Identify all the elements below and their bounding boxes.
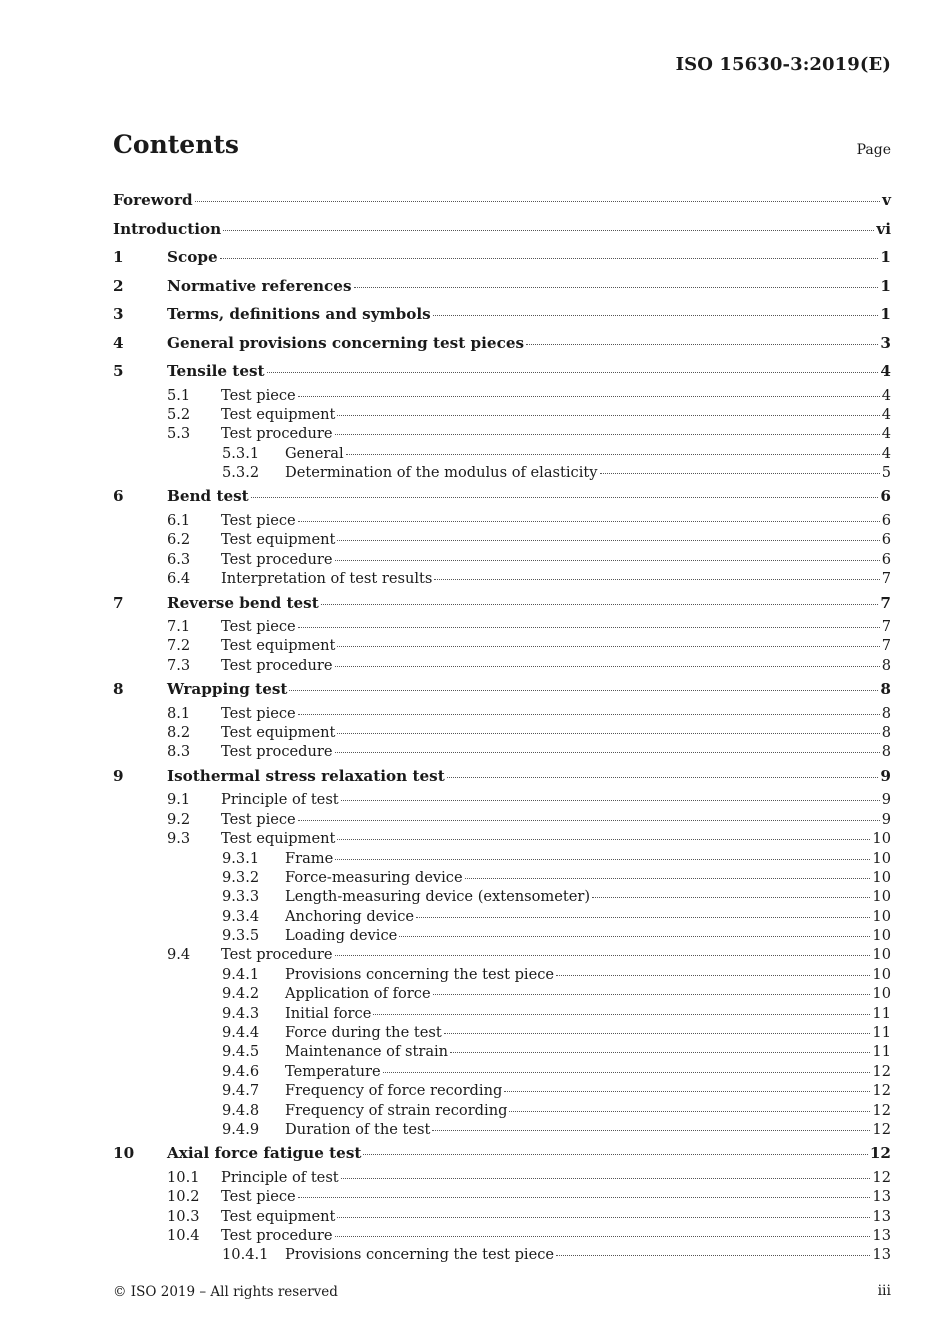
toc-entry[interactable]: [113, 511, 891, 530]
toc-entry[interactable]: [113, 656, 891, 675]
copyright-notice: © ISO 2019 – All rights reserved: [113, 1284, 338, 1300]
toc-entry-title: Test equipment: [221, 531, 336, 549]
dot-leader: [267, 372, 879, 373]
page-title: Contents: [113, 130, 240, 159]
dot-leader: [337, 646, 879, 647]
toc-entry-page: 12: [872, 1168, 891, 1186]
toc-entry-title: Principle of test: [221, 1168, 339, 1186]
dot-leader: [450, 1052, 870, 1053]
toc-entry-title: Maintenance of strain: [285, 1043, 449, 1061]
toc-entry-number: 10: [113, 1144, 135, 1163]
toc-entry[interactable]: [113, 550, 891, 569]
toc-entry-page: 4: [881, 425, 891, 443]
toc-entry-number: 9.4.1: [222, 965, 260, 983]
toc-entry-number: 5.3.2: [222, 464, 260, 482]
toc-entry-number: 9.3.2: [222, 868, 260, 886]
dot-leader: [335, 1236, 871, 1237]
toc-entry-page: 1: [880, 248, 891, 266]
toc-entry-page: 3: [880, 333, 891, 352]
toc-entry-page: 9: [881, 810, 891, 828]
toc-entry-title: Frequency of strain recording: [285, 1101, 508, 1119]
toc-entry-number: 9.4.6: [222, 1062, 260, 1080]
toc-entry-number: 1: [113, 248, 124, 266]
toc-entry-number: 3: [113, 305, 124, 323]
dot-leader: [298, 396, 880, 397]
dot-leader: [433, 994, 871, 995]
toc-entry-number: 9.4.9: [222, 1121, 260, 1138]
toc-entry-page: 4: [880, 362, 891, 380]
toc-entry-number: 7.3: [167, 656, 191, 674]
dot-leader: [298, 627, 880, 628]
toc-entry-page: 10: [872, 946, 891, 964]
toc-entry-page: 7: [881, 618, 891, 636]
toc-entry-page: 10: [872, 985, 891, 1003]
toc-entry-title: Provisions concerning the test piece: [285, 1246, 555, 1264]
toc-entry-number: 8.1: [167, 704, 191, 722]
toc-entry-title: Test equipment: [221, 405, 336, 423]
toc-entry-page: 7: [881, 637, 891, 655]
toc-entry[interactable]: [113, 1139, 891, 1168]
toc-entry-title: Test equipment: [221, 637, 336, 655]
toc-entry-title: Test equipment: [221, 724, 336, 742]
toc-entry[interactable]: [113, 357, 891, 386]
toc-entry-title: Force during the test: [285, 1024, 442, 1042]
toc-entry-number: 8.2: [167, 724, 191, 742]
document-id: ISO 15630-3:2019(E): [675, 54, 891, 75]
toc-entry[interactable]: [113, 424, 891, 443]
toc-entry-page: 8: [881, 743, 891, 761]
toc-entry-page: 10: [872, 849, 891, 867]
toc-entry-page: 10: [872, 888, 891, 906]
dot-leader: [509, 1111, 870, 1112]
toc-entry-page: 10: [872, 868, 891, 886]
toc-entry-title: Isothermal stress relaxation test: [167, 766, 445, 785]
toc-entry[interactable]: [113, 300, 891, 329]
toc-entry-title: Principle of test: [221, 791, 339, 809]
toc-entry-number: 6.3: [167, 550, 191, 568]
toc-entry-page: 13: [872, 1207, 891, 1225]
toc-entry-title: Force-measuring device: [285, 868, 463, 886]
dot-leader: [335, 560, 880, 561]
toc-entry[interactable]: [113, 636, 891, 655]
dot-leader: [298, 714, 880, 715]
toc-entry-number: 10.3: [167, 1207, 200, 1225]
toc-entry[interactable]: [113, 589, 891, 618]
dot-leader: [444, 1033, 871, 1034]
toc-entry-page: 10: [872, 907, 891, 925]
toc-entry[interactable]: [113, 617, 891, 636]
toc-entry-page: 6: [881, 511, 891, 529]
toc-entry-title: Test piece: [221, 704, 296, 722]
toc-entry-title: Test procedure: [221, 743, 333, 761]
toc-entry-page: v: [882, 191, 891, 209]
dot-leader: [289, 690, 878, 691]
toc-entry[interactable]: [113, 868, 891, 887]
toc-entry-title: Temperature: [285, 1062, 381, 1080]
toc-entry-number: 6.2: [167, 531, 191, 549]
toc-entry-title: Bend test: [167, 487, 249, 506]
toc-entry-number: 10.2: [167, 1188, 200, 1206]
toc-entry-page: 13: [872, 1227, 891, 1245]
toc-entry-title: Test procedure: [221, 656, 333, 674]
toc-entry-number: 7: [113, 593, 124, 612]
toc-entry-page: 11: [872, 1004, 891, 1022]
toc-entry-page: 4: [881, 405, 891, 423]
toc-entry[interactable]: [113, 1207, 891, 1226]
toc-entry-number: 9.3.5: [222, 927, 260, 945]
toc-entry-title: Test procedure: [221, 550, 333, 568]
toc-entry-number: 9: [113, 766, 124, 785]
toc-entry-number: 8: [113, 680, 124, 699]
toc-entry-page: 11: [872, 1024, 891, 1042]
toc-entry-title: Determination of the modulus of elasticity: [285, 464, 598, 482]
dot-leader: [298, 1197, 871, 1198]
dot-leader: [556, 975, 870, 976]
toc-entry-title: Interpretation of test results: [221, 570, 433, 588]
toc-entry-number: 9.3.1: [222, 849, 260, 867]
dot-leader: [416, 917, 870, 918]
toc-entry-page: 6: [880, 487, 891, 506]
toc-entry[interactable]: [113, 530, 891, 549]
toc-entry-page: 8: [881, 724, 891, 742]
toc-entry-title: Test equipment: [221, 1207, 336, 1225]
toc-entry-page: 1: [880, 305, 891, 323]
toc-entry[interactable]: [113, 1101, 891, 1120]
dot-leader: [195, 201, 881, 202]
dot-leader: [447, 777, 879, 778]
toc-entry-number: 9.4.4: [222, 1024, 260, 1042]
dot-leader: [399, 936, 870, 937]
toc-entry-page: 7: [881, 570, 891, 588]
dot-leader: [363, 1154, 867, 1155]
toc-entry-title: Test procedure: [221, 1227, 333, 1245]
toc-entry-title: Test piece: [221, 511, 296, 529]
toc-entry-page: 10: [872, 927, 891, 945]
toc-entry-page: 9: [881, 791, 891, 809]
toc-entry[interactable]: [113, 829, 891, 848]
toc-entry-page: 8: [880, 680, 891, 699]
toc-entry-number: 5.1: [167, 386, 191, 404]
dot-leader: [592, 897, 870, 898]
toc-entry-number: 9.4.3: [222, 1004, 260, 1022]
toc-entry[interactable]: [113, 1081, 891, 1100]
toc-entry-number: 2: [113, 276, 124, 295]
toc-entry-title: Test piece: [221, 1188, 296, 1206]
toc-entry-number: 10.4.1: [222, 1246, 269, 1264]
toc-entry-page: 4: [881, 444, 891, 462]
toc-entry-number: 5.2: [167, 405, 191, 423]
toc-entry[interactable]: [113, 810, 891, 829]
toc-entry-title: Test piece: [221, 386, 296, 404]
toc-entry-title: Tensile test: [167, 362, 265, 380]
toc-entry-title: Wrapping test: [167, 680, 288, 699]
toc-entry[interactable]: [113, 463, 891, 482]
toc-entry-page: 4: [881, 386, 891, 404]
toc-entry-title: Reverse bend test: [167, 593, 319, 612]
toc-entry-number: 5.3: [167, 425, 191, 443]
dot-leader: [341, 1178, 871, 1179]
toc-entry[interactable]: [113, 965, 891, 984]
dot-leader: [504, 1091, 870, 1092]
toc-entry[interactable]: [113, 272, 891, 301]
dot-leader: [337, 733, 879, 734]
toc-entry-title: Loading device: [285, 927, 398, 945]
toc-entry[interactable]: [113, 907, 891, 926]
toc-entry[interactable]: [113, 243, 891, 272]
toc-entry-number: 10.1: [167, 1168, 200, 1186]
toc-entry-page: 12: [872, 1062, 891, 1080]
toc-entry[interactable]: [113, 444, 891, 463]
dot-leader: [354, 287, 879, 288]
toc-entry-page: 6: [881, 531, 891, 549]
toc-entry-page: 1: [880, 276, 891, 295]
toc-entry-number: 9.2: [167, 810, 191, 828]
dot-leader: [251, 497, 879, 498]
dot-leader: [335, 859, 870, 860]
toc-entry-number: 5.3.1: [222, 444, 260, 462]
toc-entry-number: 9.1: [167, 791, 191, 809]
dot-leader: [335, 666, 880, 667]
toc-entry-title: Length-measuring device (extensometer): [285, 888, 591, 906]
dot-leader: [335, 752, 880, 753]
toc-entry[interactable]: [113, 849, 891, 868]
toc-entry-number: 7.1: [167, 618, 191, 636]
toc-entry-number: 10.4: [167, 1227, 200, 1245]
dot-leader: [223, 230, 874, 231]
dot-leader: [465, 878, 871, 879]
toc-entry-page: 12: [872, 1101, 891, 1119]
toc-entry-title: Initial force: [285, 1004, 372, 1022]
toc-entry-title: Scope: [167, 248, 218, 266]
toc-entry-title: Anchoring device: [285, 907, 415, 925]
toc-entry[interactable]: [113, 1004, 891, 1023]
dot-leader: [432, 1130, 870, 1131]
toc-entry-page: 11: [872, 1043, 891, 1061]
toc-entry[interactable]: [113, 1245, 891, 1264]
toc-entry-title: Frame: [285, 849, 334, 867]
dot-leader: [335, 434, 880, 435]
dot-leader: [346, 454, 880, 455]
dot-leader: [337, 540, 879, 541]
toc-entry-number: 6.4: [167, 570, 191, 588]
toc-entry[interactable]: [113, 945, 891, 964]
toc-entry[interactable]: [113, 742, 891, 761]
table-of-contents: [113, 186, 891, 1265]
toc-entry-title: General: [285, 444, 344, 462]
toc-entry-page: 8: [881, 704, 891, 722]
dot-leader: [298, 521, 880, 522]
page-number: iii: [877, 1283, 891, 1299]
toc-entry[interactable]: [113, 1062, 891, 1081]
dot-leader: [337, 839, 870, 840]
toc-entry-number: 9.4.7: [222, 1082, 260, 1100]
dot-leader: [337, 1217, 870, 1218]
toc-entry-number: 9.4.5: [222, 1043, 260, 1061]
toc-entry[interactable]: [113, 1168, 891, 1187]
toc-entry-number: 9.4.2: [222, 985, 260, 1003]
toc-entry-page: 10: [872, 965, 891, 983]
toc-entry-title: Normative references: [167, 276, 352, 295]
toc-entry-page: 9: [880, 766, 891, 785]
dot-leader: [321, 604, 879, 605]
dot-leader: [434, 579, 879, 580]
toc-entry[interactable]: [113, 329, 891, 358]
toc-entry-title: Test equipment: [221, 830, 336, 848]
dot-leader: [298, 820, 880, 821]
dot-leader: [337, 415, 879, 416]
toc-entry-title: Terms, definitions and symbols: [167, 305, 431, 323]
toc-entry-title: Duration of the test: [285, 1121, 431, 1138]
toc-entry[interactable]: [113, 1226, 891, 1245]
toc-entry[interactable]: [113, 926, 891, 945]
toc-entry[interactable]: [113, 215, 891, 244]
toc-entry-title: Axial force fatigue test: [167, 1144, 362, 1163]
toc-entry-title: Application of force: [285, 985, 431, 1003]
toc-entry-title: Test piece: [221, 810, 296, 828]
toc-entry-page: vi: [876, 219, 891, 238]
dot-leader: [335, 955, 871, 956]
toc-entry[interactable]: [113, 704, 891, 723]
toc-entry-page: 13: [872, 1188, 891, 1206]
toc-entry-page: 8: [881, 656, 891, 674]
dot-leader: [526, 344, 878, 345]
toc-entry[interactable]: [113, 790, 891, 809]
toc-entry[interactable]: [113, 1187, 891, 1206]
dot-leader: [341, 800, 880, 801]
toc-entry-page: 12: [872, 1121, 891, 1138]
toc-entry[interactable]: [113, 675, 891, 704]
toc-entry[interactable]: [113, 1120, 891, 1139]
toc-entry-title: Introduction: [113, 219, 222, 238]
toc-entry-number: 9.4.8: [222, 1101, 260, 1119]
toc-entry-title: Test procedure: [221, 946, 333, 964]
toc-entry[interactable]: [113, 1023, 891, 1042]
toc-entry[interactable]: [113, 887, 891, 906]
toc-entry-title: General provisions concerning test pieces: [167, 333, 525, 352]
toc-entry[interactable]: [113, 723, 891, 742]
toc-entry-page: 10: [872, 830, 891, 848]
toc-entry[interactable]: [113, 482, 891, 511]
toc-entry[interactable]: [113, 386, 891, 405]
page-column-label: Page: [856, 142, 891, 158]
toc-entry-number: 4: [113, 333, 124, 352]
toc-entry-number: 6.1: [167, 511, 191, 529]
dot-leader: [556, 1255, 870, 1256]
toc-entry-page: 5: [881, 464, 891, 482]
toc-entry[interactable]: [113, 1042, 891, 1061]
toc-entry-number: 9.4: [167, 946, 191, 964]
toc-entry-page: 6: [881, 550, 891, 568]
toc-entry-number: 8.3: [167, 743, 191, 761]
toc-entry-number: 9.3.4: [222, 907, 260, 925]
toc-entry-number: 6: [113, 487, 124, 506]
toc-entry[interactable]: [113, 569, 891, 588]
toc-entry-page: 13: [872, 1246, 891, 1264]
dot-leader: [433, 315, 879, 316]
toc-entry-number: 5: [113, 362, 124, 380]
dot-leader: [383, 1072, 871, 1073]
toc-entry[interactable]: [113, 405, 891, 424]
toc-entry-number: 7.2: [167, 637, 191, 655]
dot-leader: [373, 1014, 870, 1015]
toc-entry-number: 9.3.3: [222, 888, 260, 906]
toc-entry-title: Test piece: [221, 618, 296, 636]
toc-entry[interactable]: [113, 984, 891, 1003]
toc-entry-title: Provisions concerning the test piece: [285, 965, 555, 983]
dot-leader: [600, 473, 880, 474]
toc-entry-page: 12: [872, 1082, 891, 1100]
toc-entry[interactable]: [113, 186, 891, 215]
toc-entry-page: 7: [880, 593, 891, 612]
toc-entry-title: Foreword: [113, 191, 193, 209]
toc-entry-title: Test procedure: [221, 425, 333, 443]
toc-entry[interactable]: [113, 762, 891, 791]
toc-entry-number: 9.3: [167, 830, 191, 848]
dot-leader: [220, 258, 879, 259]
toc-entry-page: 12: [869, 1144, 891, 1163]
toc-entry-title: Frequency of force recording: [285, 1082, 503, 1100]
